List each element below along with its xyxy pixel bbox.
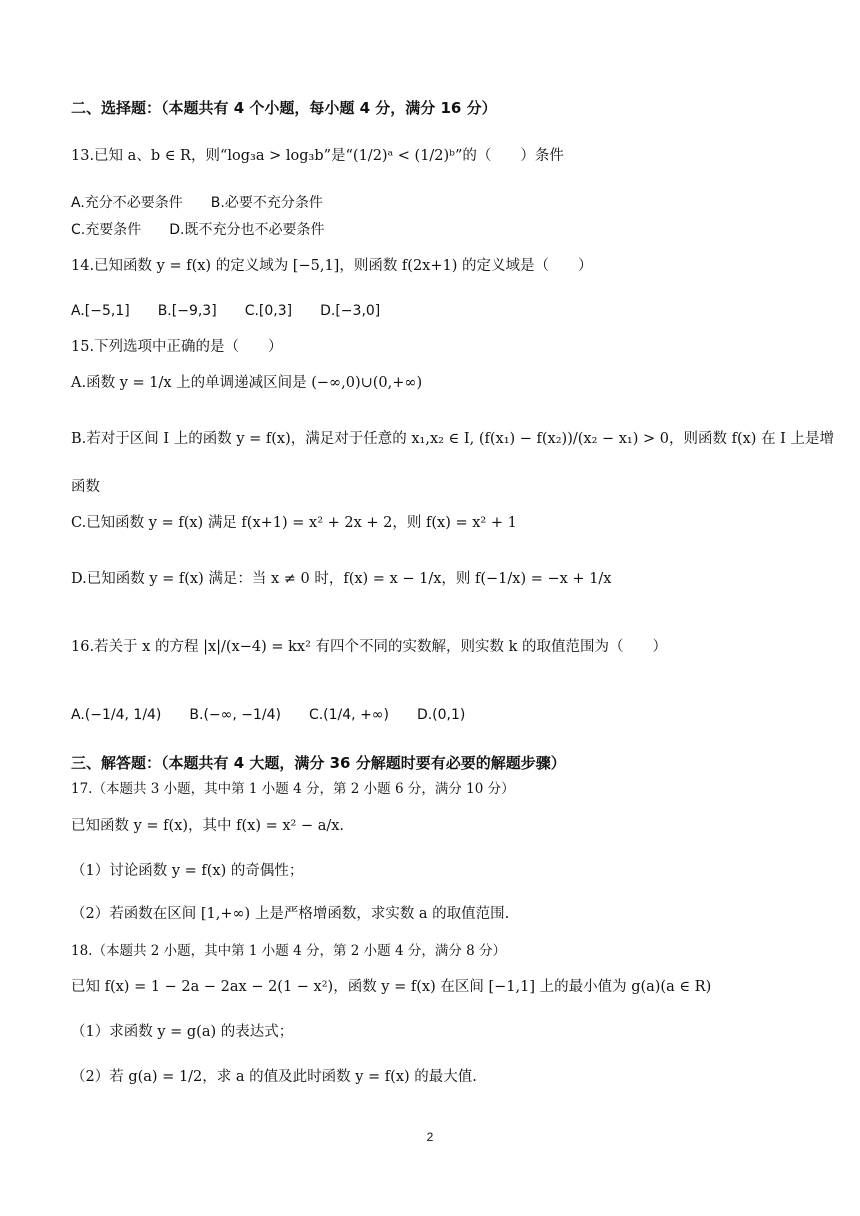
option-d: D.[−3,0] [320,303,381,319]
question-17-given: 已知函数 y = f(x)，其中 f(x) = x² − a/x. [71,818,345,834]
question-14-options [71,300,380,322]
question-15-stem: 15.下列选项中正确的是（ ） [71,339,283,355]
question-13-options-row2 [71,219,324,241]
question-13-options-row1 [71,192,323,214]
option-d: D.(0,1) [416,707,466,723]
option-a: A.(−1/4, 1/4) [71,707,162,723]
option-c: C.[0,3] [244,303,293,319]
question-18-part-1: （1）求函数 y = g(a) 的表达式； [71,1024,294,1040]
section-2-title: 二、选择题：（本题共有 4 个小题，每小题 4 分，满分 16 分） [71,99,497,117]
question-17-part-2: （2）若函数在区间 [1,+∞) 上是严格增函数，求实数 a 的取值范围. [71,906,510,922]
option-b: B.[−9,3] [157,303,217,319]
option-a: A.充分不必要条件 [71,195,183,211]
question-16-stem: 16.若关于 x 的方程 |x|/(x−4) = kx² 有四个不同的实数解，则实数 k 的取值范围为（ ） [71,639,668,655]
question-15-option-b-cont: 函数 [71,479,100,495]
question-15-option-c: C.已知函数 y = f(x) 满足 f(x+1) = x² + 2x + 2，则 f(x) = x² + 1 [71,515,517,531]
question-15-option-a: A.函数 y = 1/x 上的单调递减区间是 (−∞,0)∪(0,+∞) [71,375,423,391]
question-14-stem: 14.已知函数 y = f(x) 的定义域为 [−5,1]，则函数 f(2x+1) 的定义域是（ ） [71,258,593,274]
question-16-options [71,704,465,726]
question-18-header: 18.（本题共 2 小题，其中第 1 小题 4 分，第 2 小题 4 分，满分 8 分） [71,943,506,959]
option-b: B.(−∞, −1/4) [189,707,281,723]
option-a: A.[−5,1] [71,303,130,319]
section-3-title: 三、解答题：（本题共有 4 大题，满分 36 分解题时要有必要的解题步骤） [71,754,566,772]
question-17-part-1: （1）讨论函数 y = f(x) 的奇偶性； [71,863,304,879]
question-13-stem: 13.已知 a、b ∈ R，则“log₃a > log₃b”是“(1/2)ᵃ < (1/2)ᵇ”的（ ）条件 [71,148,564,164]
question-15-option-b: B.若对于区间 I 上的函数 y = f(x)，满足对于任意的 x₁,x₂ ∈ I, (f(x₁) − f(x₂))/(x₂ − x₁) > 0，则函数 f(x) 在 I 上是增 [71,431,835,447]
question-15-option-d: D.已知函数 y = f(x) 满足：当 x ≠ 0 时，f(x) = x − 1/x，则 f(−1/x) = −x + 1/x [71,571,612,587]
question-18-part-2: （2）若 g(a) = 1/2，求 a 的值及此时函数 y = f(x) 的最大值. [71,1069,477,1085]
option-d: D.既不充分也不必要条件 [169,222,325,238]
option-c: C.(1/4, +∞) [308,707,389,723]
question-18-given: 已知 f(x) = 1 − 2a − 2ax − 2(1 − x²)，函数 y = f(x) 在区间 [−1,1] 上的最小值为 g(a)(a ∈ R) [71,979,712,995]
question-17-header: 17.（本题共 3 小题，其中第 1 小题 4 分，第 2 小题 6 分，满分 10 分） [71,781,515,797]
option-c: C.充要条件 [71,222,142,238]
page-number: 2 [426,1130,434,1144]
option-b: B.必要不充分条件 [210,195,323,211]
